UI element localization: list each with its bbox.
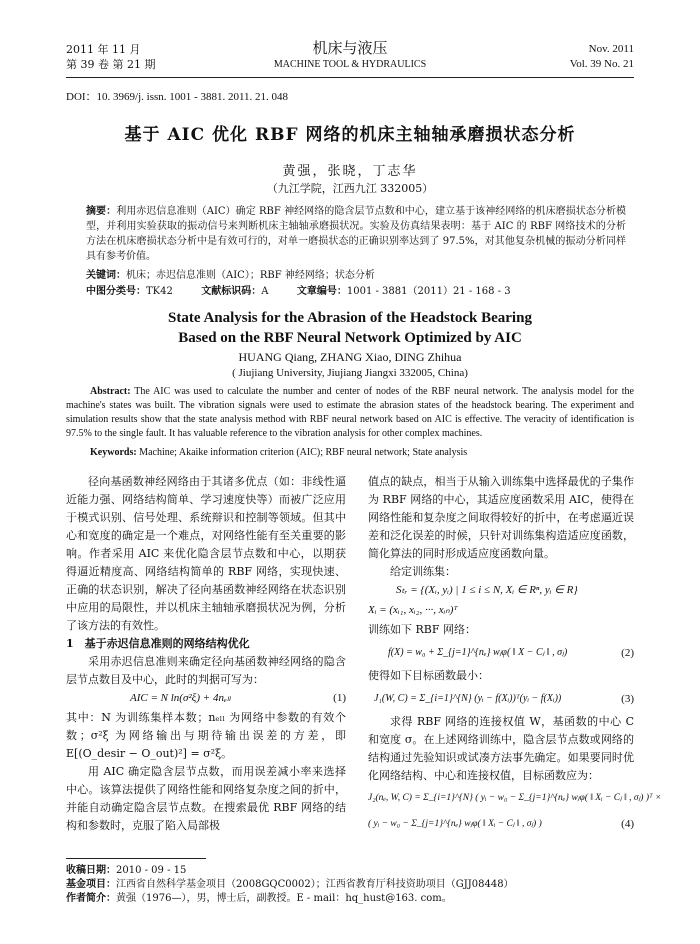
paragraph-continued: 值点的缺点，相当于从输入训练集中选择最优的子集作为 RBF 网络的中心，其适应度函数采用 AIC，使得在网络性能和复杂度之间取得较好的折中，在考虑逼近误差和泛化误差的时候，只针对训练集构造适应度函数，简化算法的同时形成适应度函数向量。 xyxy=(368,475,634,560)
affiliation-en: ( Jiujiang University, Jiujiang Jiangxi 332005, China) xyxy=(232,367,468,379)
paragraph-minimize: 使得如下目标函数最小： xyxy=(368,669,489,682)
section-heading-1: 1 基于赤迟信息准则的网络结构优化 xyxy=(66,637,250,650)
equation-1: AIC = N ln(σ²ξ) + 4nₑₗₗ (1) xyxy=(130,692,346,704)
paragraph-where: 其中：N 为训练集样本数；nₑₗₗ 为网络中参数的有效个数；σ²ξ 为网络输出与期待输出误差的方差，即 E[(O_desir − O_out)²] = σ²ξ。 xyxy=(66,711,346,760)
abstract-cn-text: 利用赤迟信息准则（AIC）确定 RBF 神经网络的隐含层节点数和中心，建立基于该神经网络的机床磨损状态分析模型，并利用实验获取的振动信号来判断机床主轴轴承磨损状况。实验及仿真结果表明：基于 AIC 的 RBF 网络技术的分析方法在机床磨损状态分析中是有效可行的，对单一磨损状态的正确识别率达到了 97.5%，对其他复杂机械的振动分析同样具有参考价值。 xyxy=(86,206,627,262)
volume-info: Nov. 2011 Vol. 39 No. 21 xyxy=(569,43,634,70)
title-cn: 基于 AIC 优化 RBF 网络的机床主轴轴承磨损状态分析 xyxy=(124,125,576,145)
author-bio: 作者简介：黄强（1976—），男，博士后，副教授。E - mail：hq_hust@163. com。 xyxy=(66,893,452,904)
keywords-cn: 关键词：机床；赤迟信息准则（AIC）；RBF 神经网络；状态分析 xyxy=(86,270,375,281)
abstract-cn-label: 摘要： xyxy=(86,206,117,217)
left-column xyxy=(66,473,346,835)
fund-info: 基金项目：江西省自然科学基金项目（2008GQC0002）；江西省教育厅科技资助项目（GJJ08448） xyxy=(66,879,514,890)
footnote-rule xyxy=(66,858,206,859)
footnotes xyxy=(66,864,634,906)
abstract-cn xyxy=(86,204,626,264)
doi: DOI：10. 3969/j. issn. 1001 - 3881. 2011. 21. 048 xyxy=(66,91,289,103)
abstract-en: Abstract: The AIC was used to calculate the number and center of nodes of the RBF neural network. The analysis model for the machine's states was built. The vibration signals were used to estimate the abrasion states of the headstock bearing. The experiment and simulation results show that the state analysis method with RBF neural network based on AIC is effective. The veracity of identification is 97.5% to the single fault. It has valuable reference to the vibration analysis for other complex machines. xyxy=(66,386,634,439)
journal-name: 机床与液压 MACHINE TOOL & HYDRAULICS xyxy=(273,39,427,70)
paragraph-aic: 采用赤迟信息准则来确定径向基函数神经网络的隐含层节点数目及中心，此时的判据可写为： xyxy=(66,655,346,686)
authors-cn: 黄强，张晓，丁志华 xyxy=(282,164,418,179)
paragraph-train: 训练如下 RBF 网络： xyxy=(368,623,476,636)
classification-line: 中图分类号：TK42 文献标识码：A 文章编号：1001 - 3881（2011）21 - 168 - 3 xyxy=(86,286,511,297)
title-en: State Analysis for the Abrasion of the Headstock Bearing Based on the RBF Neural Network Optimized by AIC xyxy=(168,310,532,346)
paragraph-intro: 径向基函数神经网络由于其诸多优点（如：非线性逼近能力强、网络结构简单、学习速度快等）而被广泛应用于模式识别、信号处理、系统辩识和控制等领域。但其中心和宽度的确定是一个难点，对网络性能有至关重要的影响。作者采用 AIC 来优化隐含层节点数和中心，以期获得逼近精度高、网络结构简单的 RBF 网络，实现快速、正确的状态识别，解决了径向基函数神经网络在状态识别中应用的局限性，并以机床主轴轴承磨损状况为例，分析了该方法的有效性。 xyxy=(66,475,346,632)
paragraph-given: 给定训练集： xyxy=(390,565,456,578)
affiliation-cn: （九江学院，江西九江 332005） xyxy=(266,182,434,195)
equation-set1: Sₜᵣ = {(Xᵢ, yᵢ) | 1 ≤ i ≤ N, Xᵢ ∈ Rⁿ, yᵢ ∈ R} xyxy=(396,584,578,596)
paragraph-aic-select: 用 AIC 确定隐含层节点数，而用误差减小率来选择中心。该算法提供了网络性能和网络复杂度之间的折中，并能自动确定隐含层节点数。在搜索最优 RBF 网络的结构和参数时，克服了陷入局部极 xyxy=(66,765,346,832)
paragraph-solve: 求得 RBF 网络的连接权值 W，基函数的中心 C 和宽度 σ。在上述网络训练中，隐含层节点数或网络的结构通过先验知识或试凑方法事先确定。如果要同时优化网络结构、中心和连接权值，目标函数应为： xyxy=(368,715,634,782)
received-date: 收稿日期：2010 - 09 - 15 xyxy=(66,865,187,876)
keywords-en: Keywords: Machine; Akaike information criterion (AIC); RBF neural network; State analysis xyxy=(90,447,468,458)
equation-set2: Xᵢ = (xᵢ₁, xᵢ₂, ···, xᵢₙ)ᵀ xyxy=(368,604,458,616)
equation-4-line2: ( yᵢ − w₀ − Σ_{j=1}^{nₑ} wⱼφ( ‖ Xᵢ − Cⱼ ‖ , σⱼ) ) (4) xyxy=(368,818,634,830)
right-column xyxy=(368,473,662,837)
authors-en: HUANG Qiang, ZHANG Xiao, DING Zhihua xyxy=(238,350,462,364)
issue-date: 2011 年 11 月 第 39 卷 第 21 期 xyxy=(66,43,156,71)
equation-4-line1: J₂(nₑ, W, C) = Σ_{i=1}^{N} ( yᵢ − w₀ − Σ_{j=1}^{nₑ} wⱼφ( ‖ Xᵢ − Cⱼ ‖ , σⱼ) )ᵀ × xyxy=(368,793,662,803)
equation-3: J₁(W, C) = Σ_{i=1}^{N} (yᵢ − f(Xᵢ))ᵀ(yᵢ − f(Xᵢ)) (3) xyxy=(374,693,634,705)
equation-2: f(X) = w₀ + Σ_{j=1}^{nₑ} wⱼφ( ‖ X − Cⱼ ‖ , σⱼ) (2) xyxy=(388,647,634,659)
header-rule xyxy=(66,77,634,78)
